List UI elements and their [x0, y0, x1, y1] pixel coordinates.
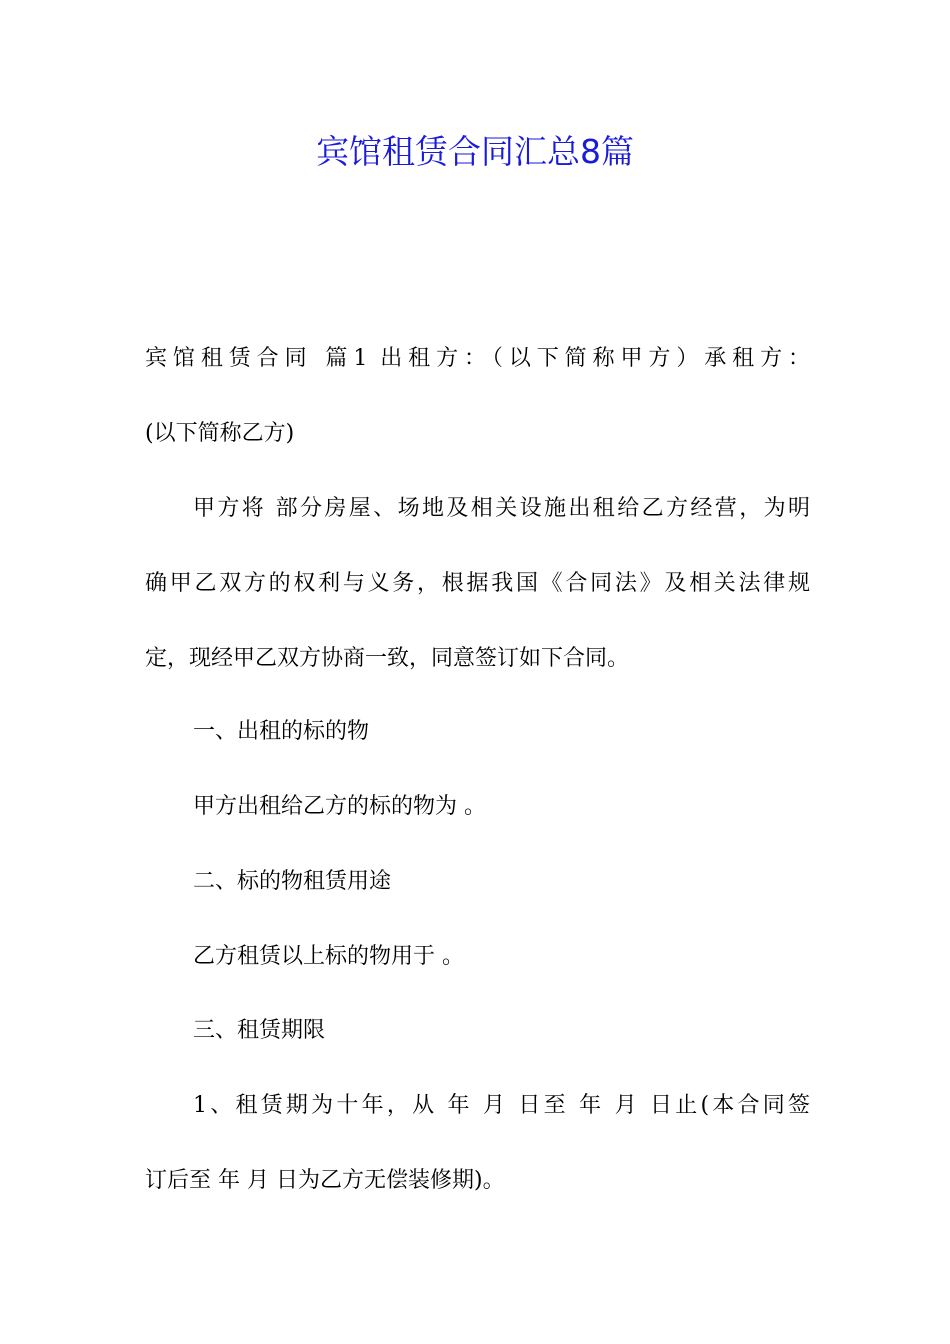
section-heading: 三、租赁期限	[193, 1018, 326, 1043]
contract-header-line-2: (以下简称乙方)	[145, 421, 295, 446]
section-heading: 一、出租的标的物	[193, 719, 370, 744]
paragraph-line: 1、租赁期为十年，从 年 月 日至 年 月 日止(本合同签	[193, 1093, 810, 1118]
paragraph-line: 乙方租赁以上标的物用于 。	[193, 944, 464, 969]
paragraph-line: 订后至 年 月 日为乙方无偿装修期)。	[145, 1168, 505, 1193]
contract-header-line: 宾馆租赁合同 篇1 出租方：（以下简称甲方）承租方：	[145, 346, 810, 371]
section-heading: 二、标的物租赁用途	[193, 869, 392, 894]
paragraph-line: 甲方将 部分房屋、场地及相关设施出租给乙方经营，为明	[193, 496, 810, 521]
paragraph-line: 定，现经甲乙双方协商一致，同意签订如下合同。	[145, 646, 630, 671]
paragraph-line: 确甲乙双方的权利与义务，根据我国《合同法》及相关法律规	[145, 571, 810, 596]
document-title: 宾馆租赁合同汇总8篇	[316, 132, 634, 171]
paragraph-line: 甲方出租给乙方的标的物为 。	[193, 794, 486, 819]
